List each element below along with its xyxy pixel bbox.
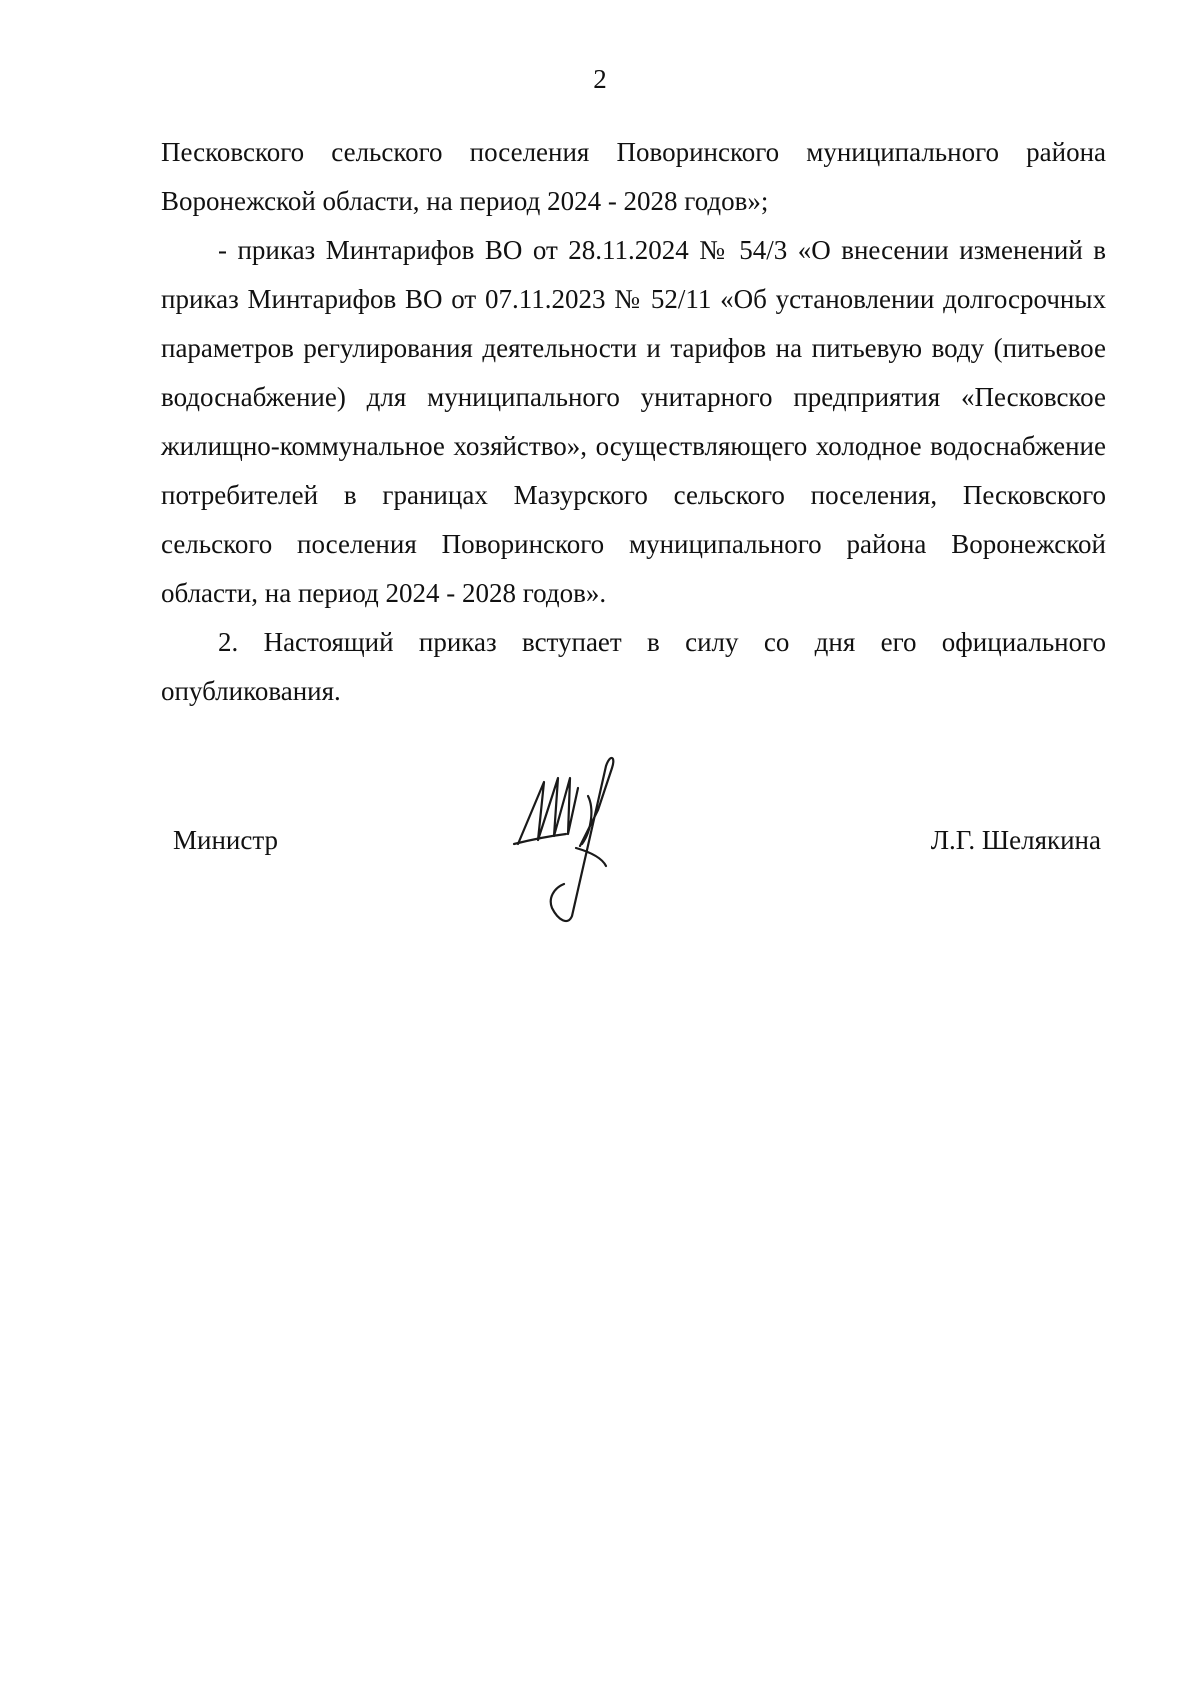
paragraph-effective-date: 2. Настоящий приказ вступает в силу со дня его официального опубликования. xyxy=(161,627,1106,706)
paragraph-order-amendment: - приказ Минтарифов ВО от 28.11.2024 № 54/3 «О внесении изменений в приказ Минтарифов ВО от 07.11.2023 № 52/11 «Об установлении долгосрочных параметров регулирования деятельности и тарифов на питьевую воду (питьевое водоснабжение) для муниципального унитарного предприятия «Песковское жилищно-коммунальное хозяйство», осуществляющего холодное водоснабжение потребителей в границах Мазурского сельского поселения, Песковского сельского поселения Поворинского муниципального района Воронежской области, на период 2024 - 2028 годов». xyxy=(161,235,1106,608)
signatory-title: Министр xyxy=(173,825,278,855)
document-body xyxy=(161,128,1106,716)
page-number: 2 xyxy=(593,64,607,94)
handwritten-signature xyxy=(510,748,640,928)
paragraph-continuation: Песковского сельского поселения Поворинского муниципального района Воронежской области, на период 2024 - 2028 годов»; xyxy=(161,137,1106,216)
signatory-name: Л.Г. Шелякина xyxy=(930,825,1101,855)
